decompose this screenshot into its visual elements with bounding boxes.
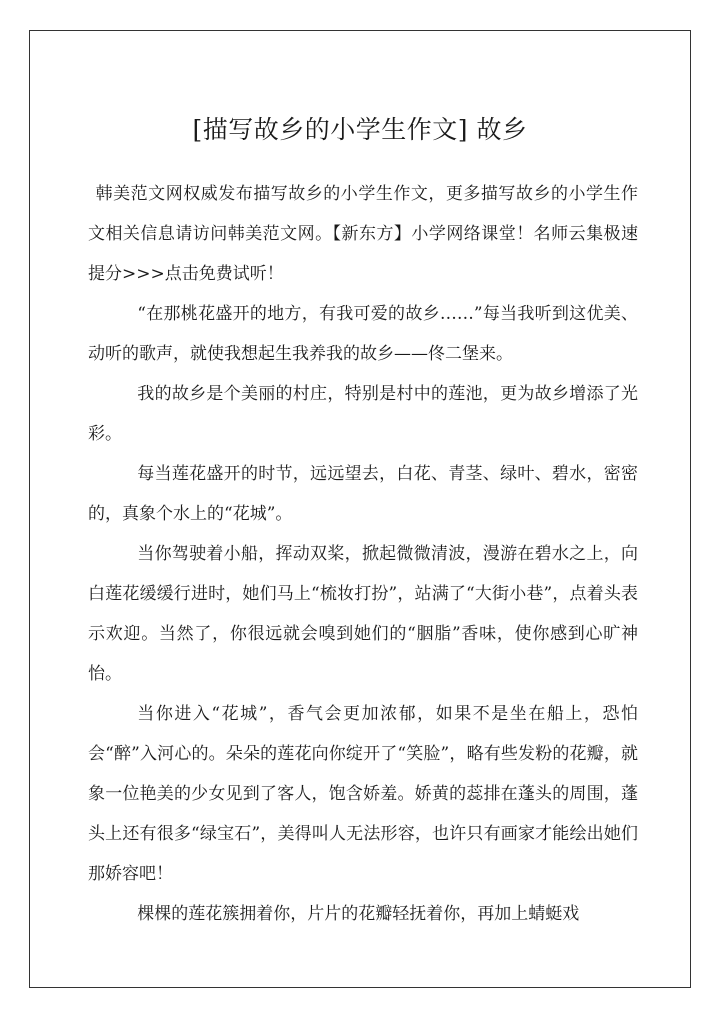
document-body	[88, 174, 638, 934]
intro-paragraph: 韩美范文网权威发布描写故乡的小学生作文，更多描写故乡的小学生作文相关信息请访问韩美范文网。【新东方】小学网络课堂！名师云集极速提分>>>点击免费试听！	[88, 184, 638, 284]
paragraph-1: “在那桃花盛开的地方，有我可爱的故乡……”每当我听到这优美、动听的歌声，就使我想起生我养我的故乡——佟二堡来。	[88, 304, 638, 364]
document-title: [描写故乡的小学生作文] 故乡	[192, 115, 528, 144]
paragraph-3: 每当莲花盛开的时节，远远望去，白花、青茎、绿叶、碧水，密密的，真象个水上的“花城”。	[88, 464, 638, 524]
paragraph-5: 当你进入“花城”，香气会更加浓郁，如果不是坐在船上，恐怕会“醉”入河心的。朵朵的莲花向你绽开了“笑脸”，略有些发粉的花瓣，就象一位艳美的少女见到了客人，饱含娇羞。娇黄的蕊排在蓬头的周围，蓬头上还有很多“绿宝石”，美得叫人无法形容，也许只有画家才能绘出她们那娇容吧！	[88, 704, 638, 884]
paragraph-4: 当你驾驶着小船，挥动双桨，掀起微微清波，漫游在碧水之上，向白莲花缓缓行进时，她们马上“梳妆打扮”，站满了“大街小巷”，点着头表示欢迎。当然了，你很远就会嗅到她们的“胭脂”香味，使你感到心旷神怡。	[88, 544, 638, 684]
paragraph-2: 我的故乡是个美丽的村庄，特别是村中的莲池，更为故乡增添了光彩。	[88, 384, 638, 444]
paragraph-6: 棵棵的莲花簇拥着你，片片的花瓣轻抚着你，再加上蜻蜓戏	[137, 904, 580, 924]
